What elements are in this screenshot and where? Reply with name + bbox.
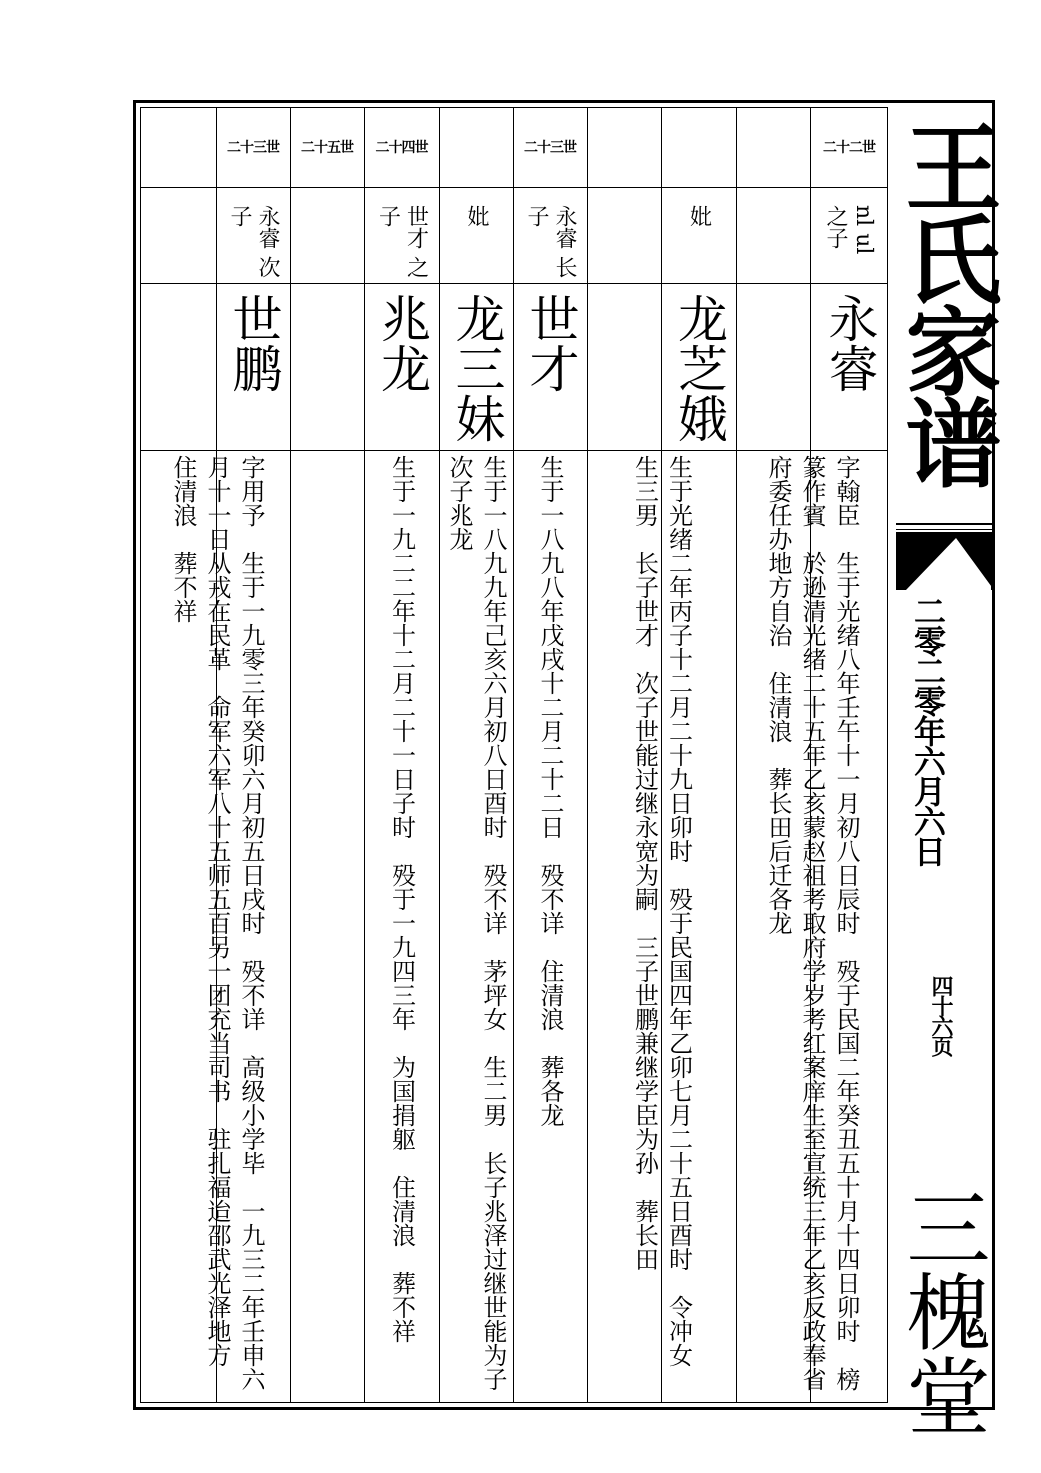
relation-label: 永睿 长子 — [524, 205, 577, 278]
relation-label: 妣 — [464, 205, 489, 227]
person-name: 永睿 — [820, 293, 879, 393]
generation-label: 二十三世 — [227, 140, 279, 156]
generation-cell — [216, 107, 290, 187]
title-rule-thin — [896, 529, 994, 530]
relation-cell — [364, 187, 439, 283]
name-cell — [216, 283, 290, 450]
generation-label: 二十三世 — [524, 140, 576, 156]
person-name: 兆龙 — [373, 293, 431, 393]
relation-label: nl ul 之子 — [823, 205, 876, 255]
person-bio: 生于一九二二年十二月二十一日子时 殁于一九四三年 为国捐躯 住清浪 葬不祥 — [387, 455, 416, 1343]
relation-label: 永睿 次子 — [227, 205, 280, 278]
name-cell — [810, 283, 888, 450]
banner-ornament-icon — [896, 532, 994, 590]
relation-label: 妣 — [686, 205, 712, 227]
generation-cell — [439, 107, 513, 187]
title-rule — [896, 523, 994, 525]
bio-cell — [364, 450, 439, 1400]
person-name: 世鹏 — [224, 293, 283, 393]
bio-cell — [587, 450, 736, 1400]
generation-cell — [810, 107, 888, 187]
generation-cell — [290, 107, 364, 187]
relation-cell — [216, 187, 290, 283]
relation-cell — [513, 187, 587, 283]
relation-cell — [661, 187, 736, 283]
bio-cell — [144, 450, 290, 1400]
relation-label: 世才 之子 — [375, 205, 429, 278]
name-cell — [439, 283, 513, 450]
person-name: 龙三妹 — [447, 293, 506, 443]
name-cell — [513, 283, 587, 450]
name-cell — [364, 283, 439, 450]
genealogy-title: 王氏家谱 — [890, 118, 1003, 486]
hall-name: 三槐堂 — [893, 1185, 991, 1437]
generation-label: 二十五世 — [301, 140, 353, 156]
bio-cell — [736, 450, 888, 1400]
generation-label: 二十四世 — [375, 140, 428, 156]
person-bio: 生于一八九九年己亥六月初八日酉时 殁不详 茅坪女 生二男 长子兆泽过继世能为子 次子兆龙 — [445, 455, 507, 1415]
person-bio: 字翰臣 生于光绪八年壬午十一月初八日辰时 殁于民国二年癸丑五十月十四日卯时 榜篆作賓 於逊清光绪二十五年乙亥蒙赵祖考取府学岁考红案庠生至宣统三年乙亥反政奉省府委任办地方自治 住清浪 葬长田后迁各龙 — [764, 455, 860, 1391]
generation-cell — [661, 107, 736, 187]
name-cell — [661, 283, 736, 450]
generation-cell — [513, 107, 587, 187]
person-bio: 字用予 生于一九零三年癸卯六月初五日戌时 殁不详 高级小学毕 一九三二年壬申六月十一日从戎在民革 命军六军八十五师五百另一团充当司书 驻扎福迨邵武光泽地方 住清浪 葬不祥 — [169, 455, 265, 1391]
person-name: 龙芝娥 — [670, 293, 728, 443]
person-bio: 生于一八九八年戊戌十二月二十二日 殁不详 住清浪 葬各龙 — [536, 455, 564, 1127]
page-number: 四十六页 — [928, 975, 954, 1055]
generation-cell — [364, 107, 439, 187]
column-divider — [290, 107, 291, 1403]
bio-cell — [439, 450, 513, 1415]
relation-cell — [439, 187, 513, 283]
compile-date: 二零二零年六月六日 — [909, 595, 947, 865]
relation-cell — [810, 187, 888, 283]
person-bio: 生于光绪二年丙子十二月二十九日卯时 殁于民国四年乙卯七月二十五日酉时 令冲女 生三男 长子世才 次子世能过继永宽为嗣 三子世鹏兼继学臣为孙 葬长田 — [630, 455, 693, 1391]
bio-cell — [513, 450, 587, 1400]
generation-label: 二十二世 — [823, 140, 875, 156]
person-name: 世才 — [521, 293, 580, 393]
